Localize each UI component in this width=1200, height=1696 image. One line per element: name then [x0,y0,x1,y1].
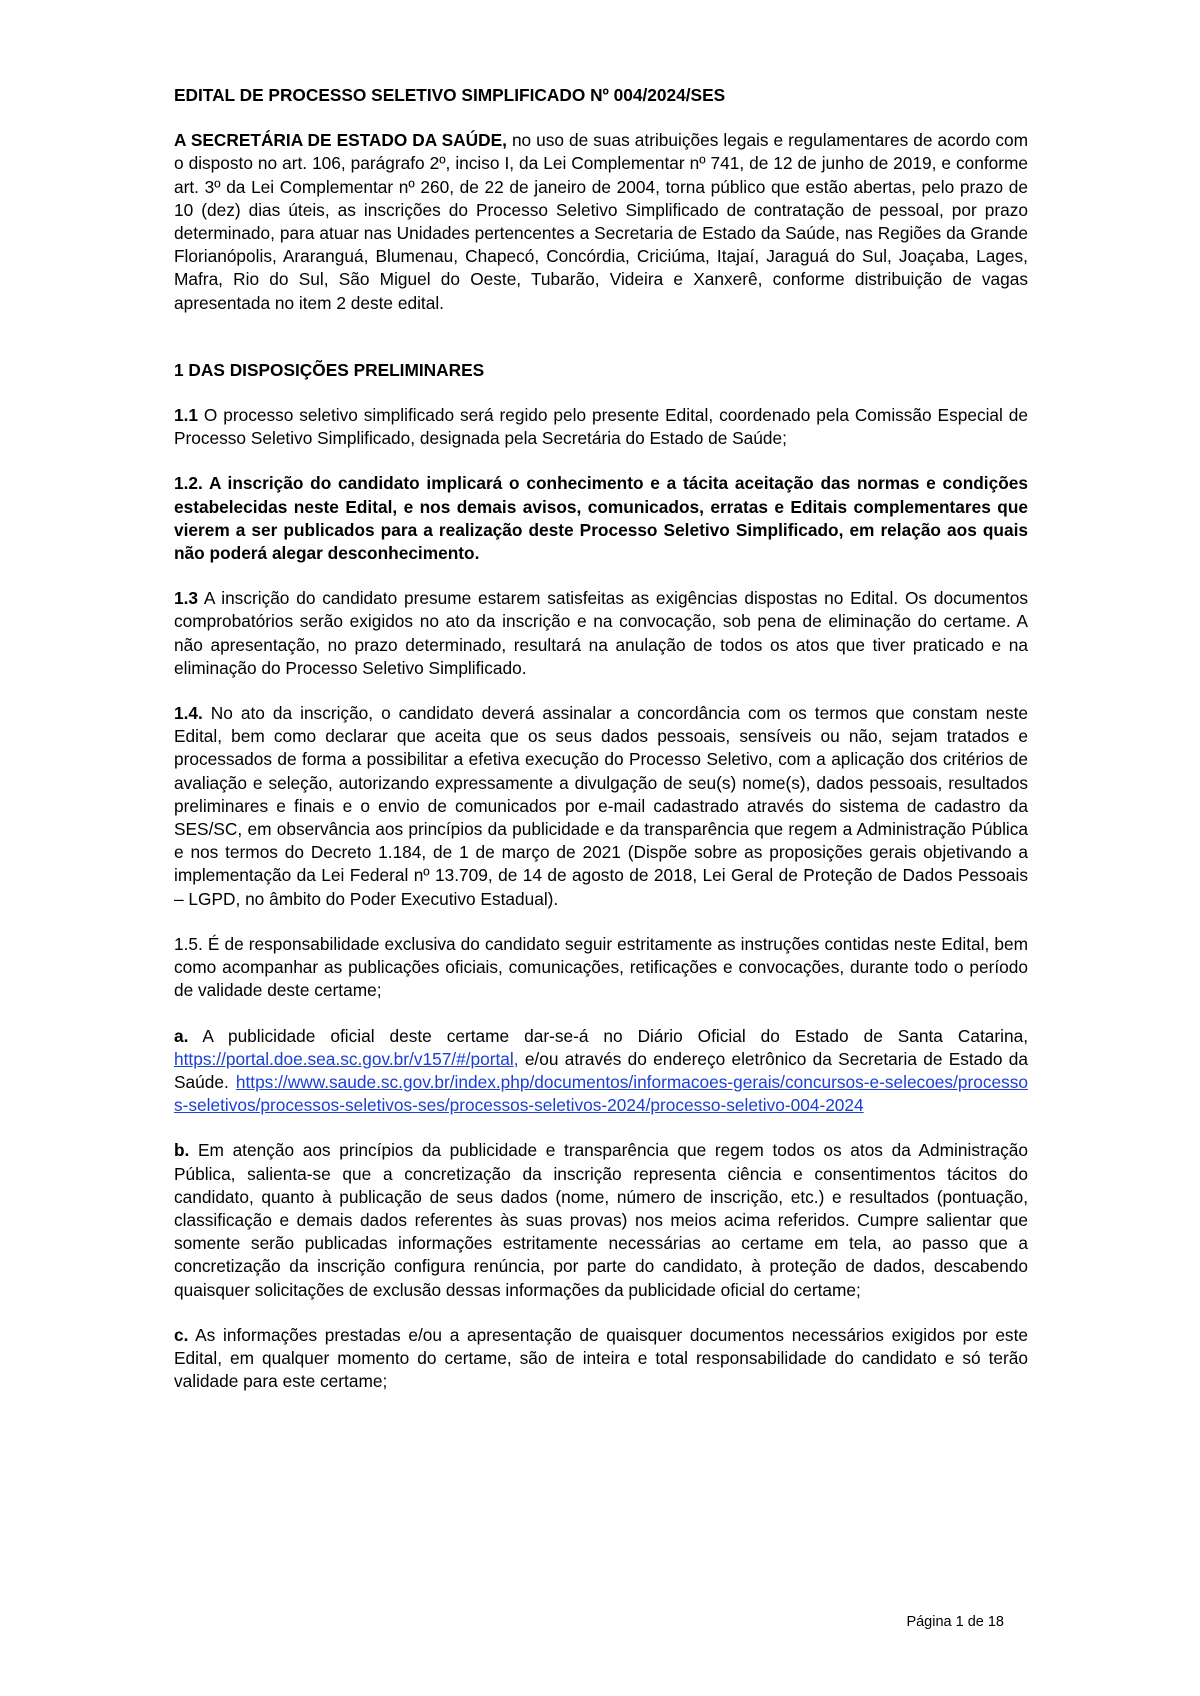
paragraph-1-1 [174,404,1028,450]
intro-lead: A SECRETÁRIA DE ESTADO DA SAÚDE, [174,130,507,151]
paragraph-number: 1.3 [174,588,199,609]
doe-portal-link[interactable]: https://portal.doe.sea.sc.gov.br/v157/#/portal, [174,1048,519,1069]
section-heading: 1 DAS DISPOSIÇÕES PRELIMINARES [174,359,485,380]
paragraph-text: O processo seletivo simplificado será regido pelo presente Edital, coordenado pela Comissão Especial de Processo Seletivo Simplificado, designada pela Secretária do Estado de Saúde; [174,405,1028,449]
page-number-footer: Página 1 de 18 [906,1614,1004,1630]
item-b [174,1139,1028,1301]
item-text: A publicidade oficial deste certame dar-se-á no Diário Oficial do Estado de Santa Catarina, [188,1025,1028,1046]
paragraph-1-3 [174,587,1028,680]
document-title: EDITAL DE PROCESSO SELETIVO SIMPLIFICADO Nº 004/2024/SES [174,85,726,105]
item-c [174,1324,1028,1394]
paragraph-1-2: 1.2. A inscrição do candidato implicará o conhecimento e a tácita aceitação das normas e condições estabelecidas neste Edital, e nos demais avisos, comunicados, erratas e Editais complementares que vierem a ser publicados para a realização deste Processo Seletivo Simplificado, em relação aos quais não poderá alegar desconhecimento. [174,473,1028,564]
document-page [174,84,1028,1415]
intro-paragraph [174,129,1028,315]
paragraph-text: A inscrição do candidato presume estarem satisfeitas as exigências dispostas no Edital. Os documentos comprobatórios serão exigidos no ato da inscrição e na convocação, sob pena de eliminação do certame. A não apresentação, no prazo determinado, resultará na anulação de todos os atos que tiver praticado e na eliminação do Processo Seletivo Simplificado. [174,588,1028,678]
item-label: a. [174,1025,189,1046]
paragraph-text: No ato da inscrição, o candidato deverá assinalar a concordância com os termos que constam neste Edital, bem como declarar que aceita que os seus dados pessoais, sensíveis ou não, sejam tratados e processados de forma a possibilitar a efetiva execução do Processo Seletivo, com a aplicação dos critérios de avaliação e seleção, autorizando expressamente a divulgação de seu(s) nome(s), dados pessoais, resultados preliminares e finais e o envio de comunicados por e-mail cadastrado através do sistema de cadastro da SES/SC, em observância aos princípios da publicidade e da transparência que regem a Administração Pública e nos termos do Decreto 1.184, de 1 de março de 2021 (Dispõe sobre as proposições gerais objetivando a implementação da Lei Federal nº 13.709, de 14 de agosto de 2018, Lei Geral de Proteção de Dados Pessoais – LGPD, no âmbito do Poder Executivo Estadual). [174,703,1028,909]
paragraph-number: 1.1 [174,405,199,426]
paragraph-1-5: 1.5. É de responsabilidade exclusiva do candidato seguir estritamente as instruções contidas neste Edital, bem como acompanhar as publicações oficiais, comunicações, retificações e convocações, durante todo o período de validade deste certame; [174,933,1028,1001]
saude-website-link[interactable]: https://www.saude.sc.gov.br/index.php/documentos/informacoes-gerais/concursos-e-selecoes/processos-seletivos/processos-seletivos-ses/processos-seletivos-2024/processo-seletivo-004-2024 [174,1071,1028,1116]
item-a [174,1025,1028,1118]
item-label: c. [174,1324,189,1345]
item-text: As informações prestadas e/ou a apresentação de quaisquer documentos necessários exigidos por este Edital, em qualquer momento do certame, são de inteira e total responsabilidade do candidato e só terão validade para este certame; [174,1324,1028,1392]
paragraph-number: 1.4. [174,703,203,724]
paragraph-1-4 [174,702,1028,911]
item-text: Em atenção aos princípios da publicidade e transparência que regem todos os atos da Administração Pública, salienta-se que a concretização da inscrição representa ciência e consentimentos tácitos do candidato, quanto à publicação de seus dados (nome, número de inscrição, etc.) e resultados (pontuação, classificação e demais dados referentes às suas provas) nos meios acima referidos. Cumpre salientar que somente serão publicadas informações estritamente necessárias ao certame em tela, ao passo que a concretização da inscrição configura renúncia, por parte do candidato, à proteção de dados, descabendo quaisquer solicitações de exclusão dessas informações da publicidade oficial do certame; [174,1140,1028,1300]
item-text: e/ou através do endereço eletrônico da Secretaria de Estado da Saúde. [174,1048,1028,1092]
intro-text: no uso de suas atribuições legais e regulamentares de acordo com o disposto no art. 106, parágrafo 2º, inciso I, da Lei Complementar nº 741, de 12 de junho de 2019, e conforme art. 3º da Lei Complementar nº 260, de 22 de janeiro de 2004, torna público que estão abertas, pelo prazo de 10 (dez) dias úteis, as inscrições do Processo Seletivo Simplificado de contratação de pessoal, por prazo determinado, para atuar nas Unidades pertencentes a Secretaria de Estado da Saúde, nas Regiões da Grande Florianópolis, Araranguá, Blumenau, Chapecó, Concórdia, Criciúma, Itajaí, Jaraguá do Sul, Joaçaba, Lages, Mafra, Rio do Sul, São Miguel do Oeste, Tubarão, Videira e Xanxerê, conforme distribuição de vagas apresentada no item 2 deste edital. [174,130,1028,313]
item-label: b. [174,1140,190,1161]
